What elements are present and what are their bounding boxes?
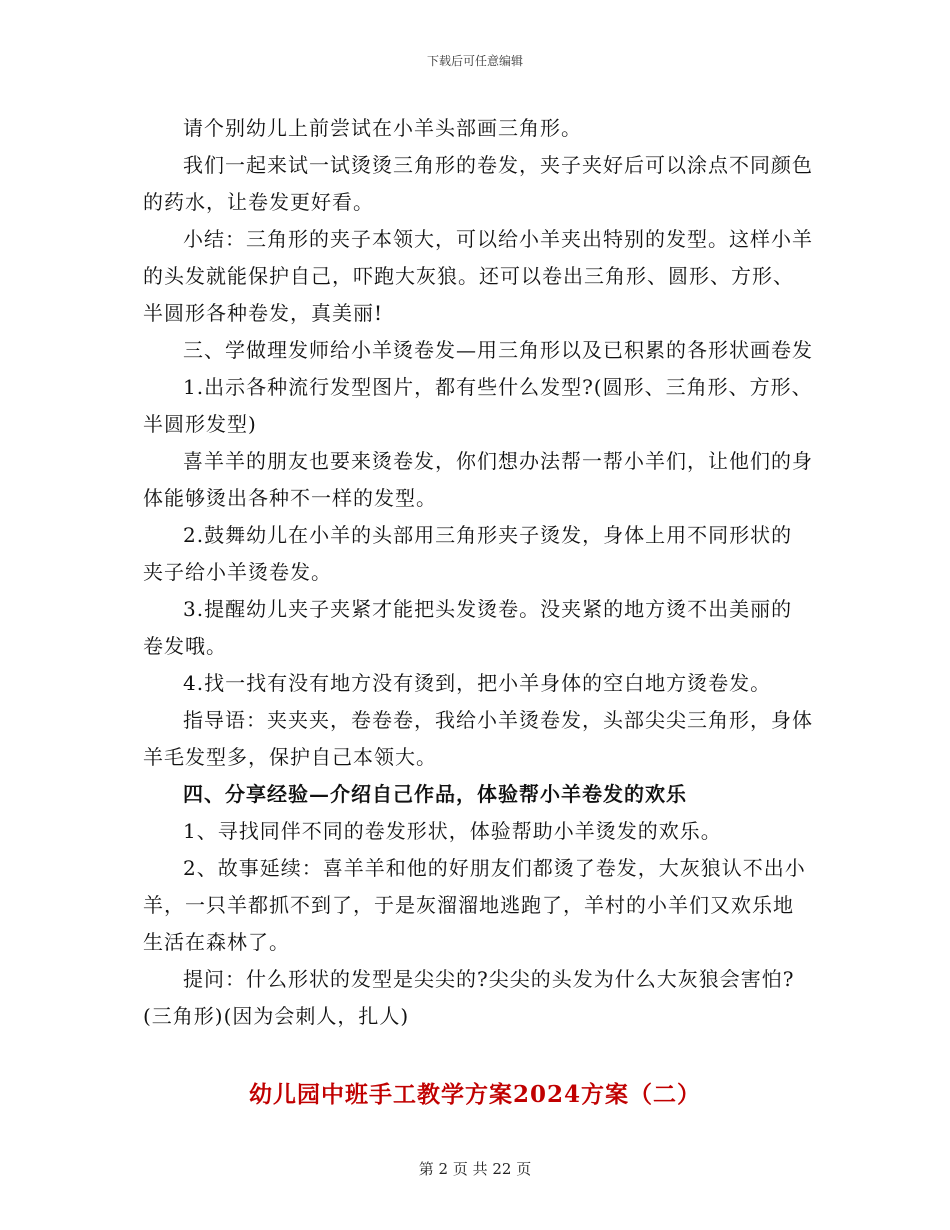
page-header: 下载后可任意编辑 — [426, 54, 523, 68]
paragraph: 1.出示各种流行发型图片，都有些什么发型?(圆形、三角形、方形、半圆形发型) — [143, 375, 813, 436]
paragraph: 我们一起来试一试烫烫三角形的卷发，夹子夹好后可以涂点不同颜色的药水，让卷发更好看。 — [143, 153, 813, 214]
paragraph: 2、故事延续：喜羊羊和他的好朋友们都烫了卷发，大灰狼认不出小羊，一只羊都抓不到了，于是灰溜溜地逃跑了，羊村的小羊们又欢乐地生活在森林了。 — [143, 856, 806, 954]
section-heading: 三、学做理发师给小羊烫卷发—用三角形以及已积累的各形状画卷发 — [183, 338, 813, 362]
paragraph: 4.找一找有没有地方没有烫到，把小羊身体的空白地方烫卷发。 — [183, 671, 772, 695]
document-body — [143, 110, 813, 1035]
paragraph: 1、寻找同伴不同的卷发形状，体验帮助小羊烫发的欢乐。 — [183, 819, 722, 843]
section-heading: 四、分享经验—介绍自己作品，体验帮小羊卷发的欢乐 — [183, 782, 687, 806]
paragraph: 小结：三角形的夹子本领大，可以给小羊夹出特别的发型。这样小羊的头发就能保护自己，吓跑大灰狼。还可以卷出三角形、圆形、方形、半圆形各种卷发，真美丽! — [143, 227, 813, 325]
paragraph: 3.提醒幼儿夹子夹紧才能把头发烫卷。没夹紧的地方烫不出美丽的卷发哦。 — [143, 597, 793, 658]
paragraph: 喜羊羊的朋友也要来烫卷发，你们想办法帮一帮小羊们，让他们的身体能够烫出各种不一样的发型。 — [143, 449, 813, 510]
paragraph: 2.鼓舞幼儿在小羊的头部用三角形夹子烫发，身体上用不同形状的夹子给小羊烫卷发。 — [143, 523, 793, 584]
paragraph: 指导语：夹夹夹，卷卷卷，我给小羊烫卷发，头部尖尖三角形，身体羊毛发型多，保护自己本领大。 — [143, 708, 813, 769]
section-title: 幼儿园中班手工教学方案2024方案（二） — [248, 1081, 701, 1108]
paragraph: 请个别幼儿上前尝试在小羊头部画三角形。 — [183, 116, 582, 140]
page-number: 第 2 页 共 22 页 — [418, 1160, 532, 1178]
paragraph: 提问：什么形状的发型是尖尖的?尖尖的头发为什么大灰狼会害怕?(三角形)(因为会刺人，扎人) — [143, 967, 795, 1028]
